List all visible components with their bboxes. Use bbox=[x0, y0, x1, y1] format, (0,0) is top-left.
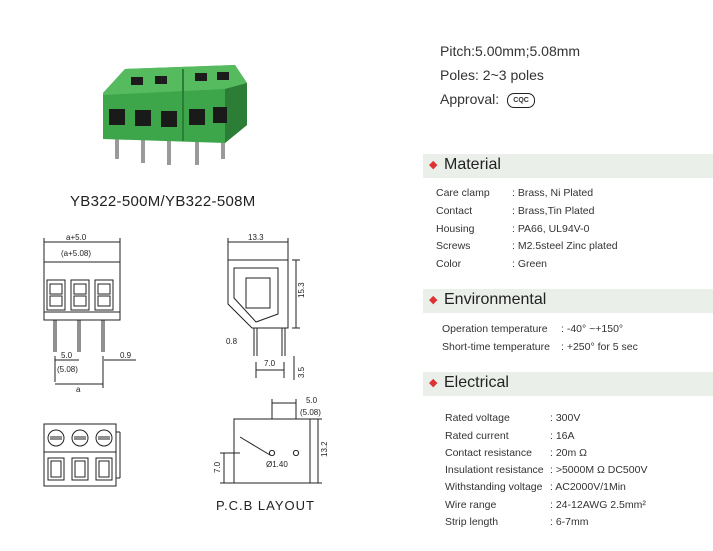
pcb-layout-drawing bbox=[210, 395, 340, 495]
front-dim-pin: 0.9 bbox=[120, 351, 132, 360]
front-dim-pitch-alt: (5.08) bbox=[57, 365, 78, 374]
electrical-title: Electrical bbox=[444, 374, 509, 391]
side-dim-pin-spacing: 7.0 bbox=[264, 359, 276, 368]
spec-approval bbox=[440, 91, 535, 108]
front-dim-width-alt: (a+5.08) bbox=[61, 249, 92, 258]
top-view-drawing bbox=[38, 420, 128, 495]
bullet-diamond-icon: ◆ bbox=[429, 377, 438, 389]
cqc-certification-icon: CQC bbox=[507, 93, 535, 108]
side-dim-depth: 13.3 bbox=[248, 233, 264, 242]
material-header bbox=[423, 154, 713, 178]
model-number: YB322-500M/YB322-508M bbox=[70, 193, 256, 210]
front-view-drawing bbox=[30, 232, 170, 392]
spec-pitch: Pitch:5.00mm;5.08mm bbox=[440, 43, 581, 59]
side-dim-height: 15.3 bbox=[297, 282, 306, 298]
pcb-dim-row: 7.0 bbox=[213, 461, 222, 473]
pcb-dim-height: 13.2 bbox=[320, 441, 329, 457]
environmental-header bbox=[423, 289, 713, 313]
pcb-dim-pitch-alt: (5.08) bbox=[300, 408, 321, 417]
front-dim-a: a bbox=[76, 385, 81, 394]
side-dim-pin-length: 3.5 bbox=[297, 366, 306, 378]
electrical-header bbox=[423, 372, 713, 396]
environmental-title: Environmental bbox=[444, 291, 547, 308]
side-view-drawing bbox=[218, 232, 328, 382]
bullet-diamond-icon: ◆ bbox=[429, 294, 438, 306]
pcb-dim-hole: Ø1.40 bbox=[266, 460, 288, 469]
front-dim-pitch: 5.0 bbox=[61, 351, 73, 360]
pcb-dim-pitch: 5.0 bbox=[306, 396, 318, 405]
material-title: Material bbox=[444, 156, 501, 173]
side-dim-pin-offset: 0.8 bbox=[226, 337, 238, 346]
approval-label: Approval: bbox=[440, 91, 500, 107]
product-photo bbox=[95, 55, 255, 180]
front-dim-width: a+5.0 bbox=[66, 233, 87, 242]
bullet-diamond-icon: ◆ bbox=[429, 159, 438, 171]
spec-poles: Poles: 2~3 poles bbox=[440, 67, 544, 83]
pcb-layout-label: P.C.B LAYOUT bbox=[216, 498, 315, 513]
